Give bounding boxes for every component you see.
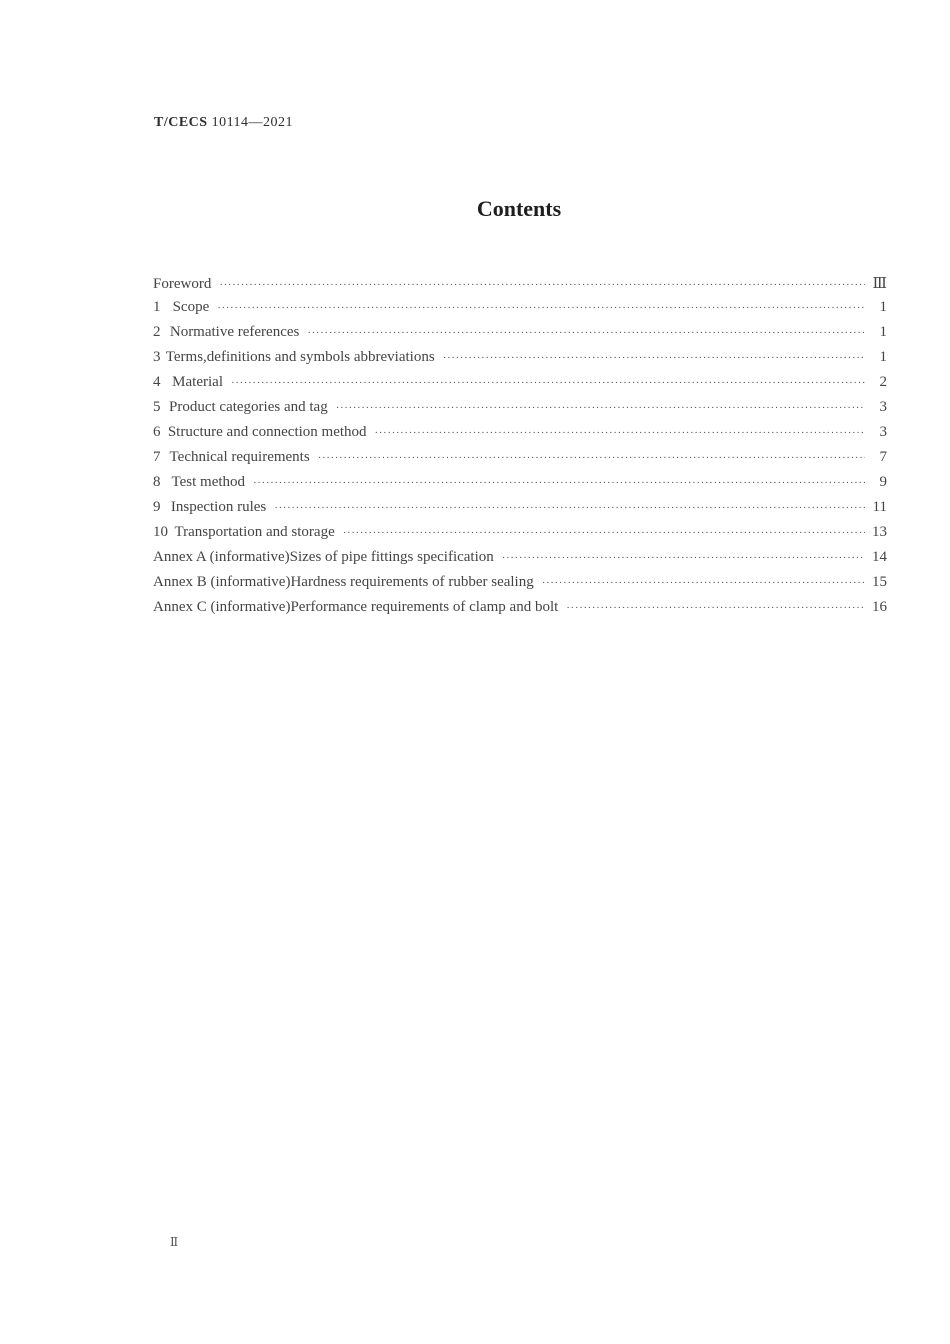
- toc-entry-normative-references[interactable]: [153, 324, 887, 349]
- toc-entry-label: Performance requirements of clamp and bolt: [290, 599, 559, 615]
- toc-entry-page: 9: [879, 474, 887, 490]
- toc-entry-number: 2: [153, 324, 161, 340]
- toc-entry-page: 16: [872, 599, 887, 615]
- toc-entry-page: Ⅲ: [872, 276, 887, 292]
- toc-entry-label: Scope: [172, 299, 210, 315]
- toc-entry-foreword[interactable]: [153, 274, 887, 299]
- toc-leader-dots: [443, 352, 865, 364]
- toc-leader-dots: [307, 327, 865, 339]
- toc-entry-label: Sizes of pipe fittings specification: [289, 549, 494, 565]
- toc-entry-structure[interactable]: [153, 424, 887, 449]
- toc-leader-dots: [318, 452, 865, 464]
- toc-leader-dots: [343, 527, 865, 539]
- toc-leader-dots: [502, 552, 865, 564]
- toc-entry-label: Structure and connection method: [167, 424, 367, 440]
- toc-entry-terms[interactable]: [153, 349, 887, 374]
- toc-entry-number: 8: [153, 474, 161, 490]
- toc-leader-dots: [253, 477, 865, 489]
- toc-entry-label: Terms,definitions and symbols abbreviations: [165, 349, 435, 365]
- toc-entry-number: 9: [153, 499, 161, 515]
- toc-entry-page: 15: [872, 574, 887, 590]
- toc-entry-page: 13: [872, 524, 887, 540]
- page-title: Contents: [476, 196, 562, 221]
- toc-entry-number: 6: [153, 424, 161, 440]
- toc-entry-label: Product categories and tag: [169, 399, 328, 415]
- toc-leader-dots: [566, 602, 865, 614]
- toc-entry-label: Transportation and storage: [174, 524, 335, 540]
- toc-entry-inspection-rules[interactable]: [153, 499, 887, 524]
- toc-entry-annex-c[interactable]: [153, 599, 887, 624]
- toc-entry-scope[interactable]: [153, 299, 887, 324]
- toc-entry-label: Inspection rules: [170, 499, 267, 515]
- toc-entry-label: Hardness requirements of rubber sealing: [290, 574, 534, 590]
- toc-entry-number: 10: [153, 524, 168, 540]
- toc-entry-page: 1: [879, 299, 887, 315]
- toc-entry-technical-requirements[interactable]: [153, 449, 887, 474]
- toc-entry-number: 4: [153, 374, 161, 390]
- toc-entry-number: Annex A (informative): [153, 549, 290, 565]
- toc-entry-number: Annex B (informative): [153, 574, 291, 590]
- page-number: Ⅱ: [170, 1235, 179, 1249]
- toc-leader-dots: [219, 279, 865, 291]
- toc-entry-number: 3: [153, 349, 161, 365]
- table-of-contents: [153, 274, 887, 624]
- standard-number: 10114—2021: [211, 115, 294, 130]
- toc-leader-dots: [375, 427, 865, 439]
- toc-entry-page: 2: [879, 374, 887, 390]
- toc-entry-annex-a[interactable]: [153, 549, 887, 574]
- toc-entry-page: 7: [879, 449, 887, 465]
- toc-entry-label: Test method: [171, 474, 246, 490]
- toc-leader-dots: [217, 302, 865, 314]
- toc-entry-label: Normative references: [169, 324, 300, 340]
- toc-entry-number: 5: [153, 399, 161, 415]
- toc-entry-label: Material: [172, 374, 223, 390]
- toc-entry-product-categories[interactable]: [153, 399, 887, 424]
- toc-entry-page: 11: [872, 499, 887, 515]
- toc-entry-number: 1: [153, 299, 161, 315]
- toc-entry-page: 1: [879, 349, 887, 365]
- toc-leader-dots: [231, 377, 865, 389]
- toc-entry-label: Foreword: [153, 276, 212, 292]
- toc-entry-transportation[interactable]: [153, 524, 887, 549]
- toc-leader-dots: [542, 577, 865, 589]
- toc-entry-test-method[interactable]: [153, 474, 887, 499]
- standard-prefix: T/CECS: [154, 115, 208, 130]
- toc-entry-page: 3: [879, 399, 887, 415]
- toc-entry-label: Technical requirements: [169, 449, 310, 465]
- toc-leader-dots: [336, 402, 865, 414]
- toc-entry-number: Annex C (informative): [153, 599, 291, 615]
- toc-entry-page: 1: [879, 324, 887, 340]
- standard-code: [154, 115, 293, 131]
- toc-entry-page: 3: [879, 424, 887, 440]
- toc-entry-number: 7: [153, 449, 161, 465]
- toc-entry-material[interactable]: [153, 374, 887, 399]
- toc-entry-annex-b[interactable]: [153, 574, 887, 599]
- toc-entry-page: 14: [872, 549, 887, 565]
- toc-leader-dots: [274, 502, 865, 514]
